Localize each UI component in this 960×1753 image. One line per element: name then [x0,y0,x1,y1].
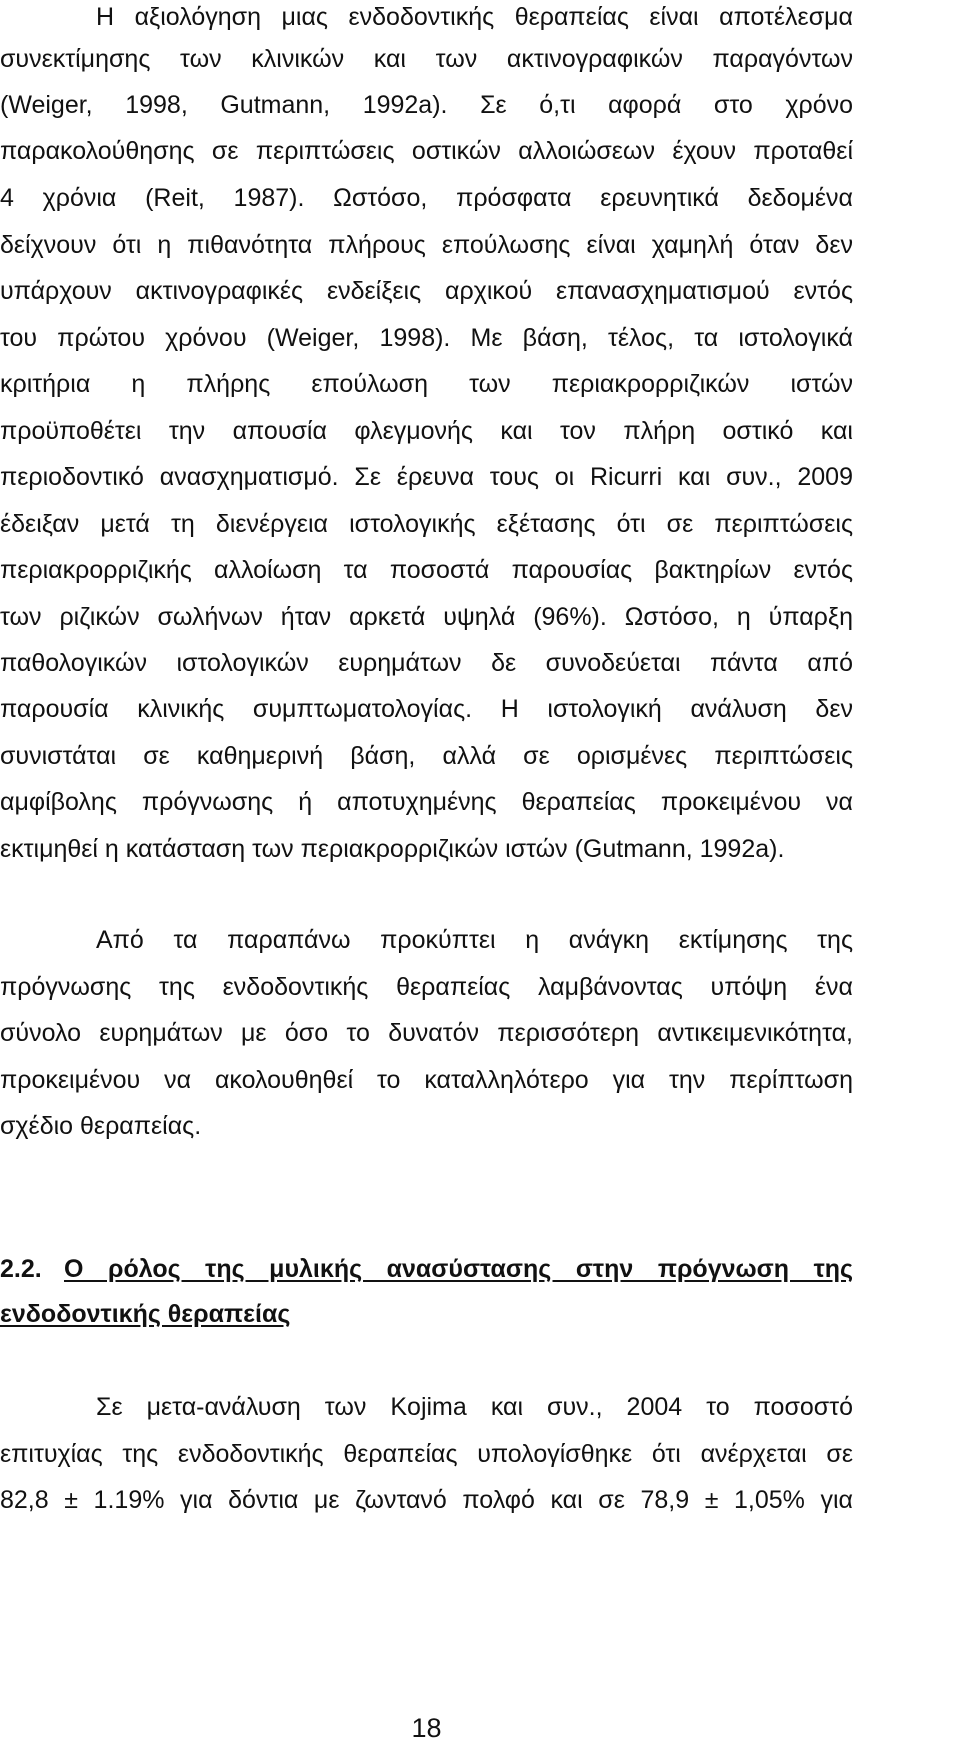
text-line: του πρώτου χρόνου (Weiger, 1998). Με βάση, τέλος, τα ιστολογικά [0,324,853,352]
text-line: υπάρχουν ακτινογραφικές ενδείξεις αρχικού επανασχηματισμού εντός [0,277,853,305]
text-line: των ριζικών σωλήνων ήταν αρκετά υψηλά (96%). Ωστόσο, η ύπαρξη [0,603,853,631]
text-line: (Weiger, 1998, Gutmann, 1992a). Σε ό,τι αφορά στο χρόνο [0,91,853,119]
section-number: 2.2. [0,1255,42,1283]
text-line: παθολογικών ιστολογικών ευρημάτων δε συνοδεύεται πάντα από [0,649,853,677]
text-line: σχέδιο θεραπείας. [0,1112,202,1140]
text-line: δείχνουν ότι η πιθανότητα πλήρους επούλωσης είναι χαμηλή όταν δεν [0,231,853,259]
text-line: έδειξαν μετά τη διενέργεια ιστολογικής εξέτασης ότι σε περιπτώσεις [0,510,853,538]
text-line: προκειμένου να ακολουθηθεί το καταλληλότερο για την περίπτωση [0,1066,853,1094]
text-line: παρουσία κλινικής συμπτωματολογίας. Η ιστολογική ανάλυση δεν [0,695,853,723]
text-line: 82,8 ± 1.19% για δόντια με ζωντανό πολφό και σε 78,9 ± 1,05% για [0,1486,853,1514]
section-title-continued: ενδοδοντικής θεραπείας [0,1300,291,1328]
text-line: Από τα παραπάνω προκύπτει η ανάγκη εκτίμησης της [96,926,853,954]
text-line: πρόγνωσης της ενδοδοντικής θεραπείας λαμβάνοντας υπόψη ένα [0,973,853,1001]
section-title: Ο ρόλος της μυλικής ανασύστασης στην πρόγνωση της [64,1255,853,1283]
text-line: επιτυχίας της ενδοδοντικής θεραπείας υπολογίσθηκε ότι ανέρχεται σε [0,1440,853,1468]
text-line: περιοδοντικό ανασχηματισμό. Σε έρευνα τους οι Ricurri και συν., 2009 [0,463,853,491]
text-line: περιακρορριζικής αλλοίωση τα ποσοστά παρουσίας βακτηρίων εντός [0,556,853,584]
section-heading-line [0,1299,853,1329]
text-line: Η αξιολόγηση μιας ενδοδοντικής θεραπείας είναι αποτέλεσμα [96,3,853,31]
text-line: παρακολούθησης σε περιπτώσεις οστικών αλλοιώσεων έχουν προταθεί [0,137,853,165]
section-heading-line [0,1254,853,1284]
text-line: αμφίβολης πρόγνωσης ή αποτυχημένης θεραπείας προκειμένου να [0,788,853,816]
text-line: σύνολο ευρημάτων με όσο το δυνατόν περισσότερη αντικειμενικότητα, [0,1019,853,1047]
text-line: συνεκτίμησης των κλινικών και των ακτινογραφικών παραγόντων [0,45,853,73]
page-number: 18 [411,1713,442,1743]
text-line: εκτιμηθεί η κατάσταση των περιακρορριζικών ιστών (Gutmann, 1992a). [0,835,785,863]
text-line: προϋποθέτει την απουσία φλεγμονής και τον πλήρη οστικό και [0,417,853,445]
text-line: κριτήρια η πλήρης επούλωση των περιακρορριζικών ιστών [0,370,853,398]
text-line: συνιστάται σε καθημερινή βάση, αλλά σε ορισμένες περιπτώσεις [0,742,853,770]
text-line: 4 χρόνια (Reit, 1987). Ωστόσο, πρόσφατα ερευνητικά δεδομένα [0,184,853,212]
text-line: Σε μετα-ανάλυση των Kojima και συν., 2004 το ποσοστό [96,1393,853,1421]
